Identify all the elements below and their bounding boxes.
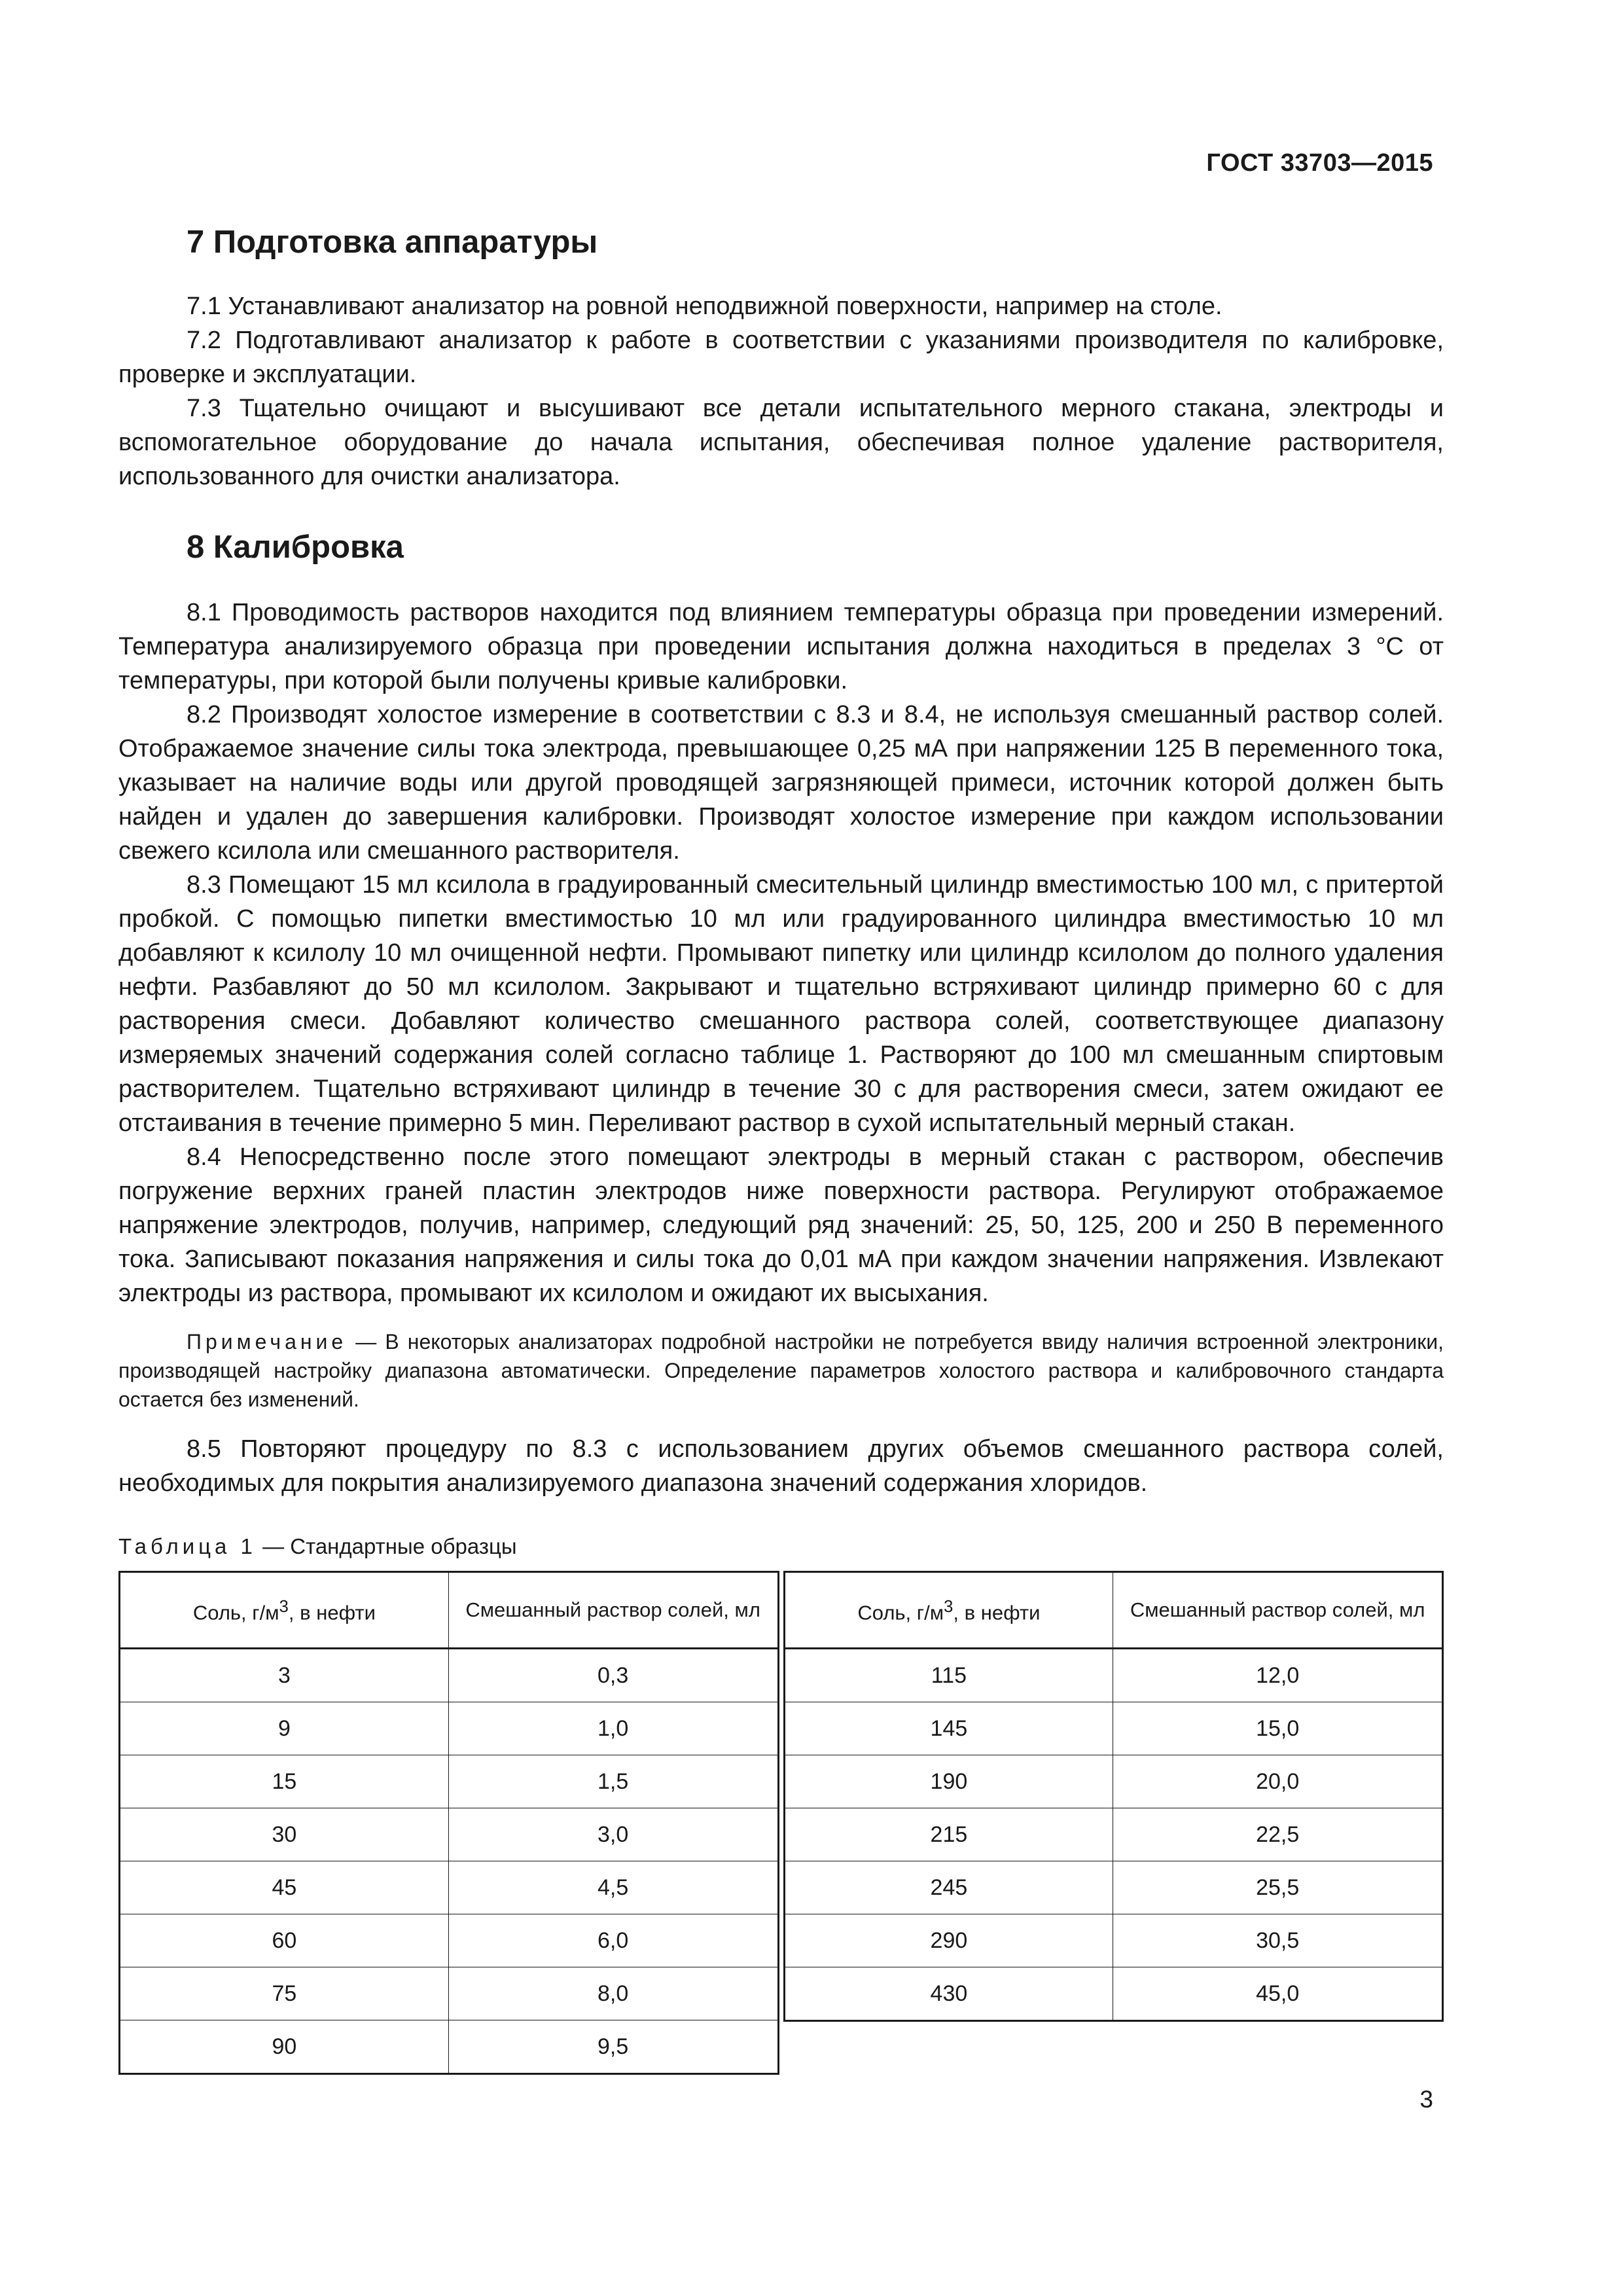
salt-cell: 30	[120, 1808, 449, 1861]
table-row	[120, 1808, 779, 1861]
page-number: 3	[1419, 2086, 1433, 2113]
table-row	[784, 1755, 1443, 1808]
solution-cell: 1,5	[448, 1755, 778, 1808]
solution-cell: 22,5	[1113, 1808, 1443, 1861]
col-salt-header: Соль, $г/м^3$, в нефти	[784, 1572, 1113, 1649]
solution-cell: 12,0	[1113, 1649, 1443, 1702]
section-8-body	[118, 596, 1444, 1310]
section-7-body	[118, 289, 1444, 493]
solution-cell: 0,3	[448, 1649, 778, 1702]
table-row	[784, 1967, 1443, 2021]
note	[118, 1327, 1444, 1414]
section-8-title: 8 Калибровка	[187, 529, 404, 565]
salt-cell: 3	[120, 1649, 449, 1702]
table-right	[783, 1571, 1444, 2022]
salt-cell: 45	[120, 1861, 449, 1914]
table-row	[120, 1702, 779, 1755]
table-row	[120, 1755, 779, 1808]
table-row	[784, 1702, 1443, 1755]
section-7-title: 7 Подготовка аппаратуры	[187, 224, 598, 260]
paragraph-7-3: 7.3 Тщательно очищают и высушивают все детали испытательного мерного стакана, электроды и вспомогательное оборудование до начала испытания, обеспечивая полное удаление растворителя, использованного для очистки анализатора.	[118, 395, 1444, 490]
page-content	[118, 216, 1444, 2075]
salt-cell: 75	[120, 1967, 449, 2020]
paragraph-8-4: 8.4 Непосредственно после этого помещают электроды в мерный стакан с раствором, обеспечив погружение верхних граней пластин электродов ниже поверхности раствора. Регулируют отображаемое напряжение электродов, получив, например, следующий ряд значений: 25, 50, 125, 200 и 250 В переменного тока. Записывают показания напряжения и силы тока до 0,01 мА при каждом значении напряжения. Извлекают электроды из раствора, промывают их ксилолом и ожидают их высыхания.	[118, 1143, 1444, 1307]
table-caption-text: — Стандартные образцы	[256, 1534, 517, 1558]
table-row	[120, 1649, 779, 1702]
solution-cell: 30,5	[1113, 1914, 1443, 1967]
salt-cell: 115	[784, 1649, 1113, 1702]
table-row	[120, 1967, 779, 2020]
paragraph-8-3: 8.3 Помещают 15 мл ксилола в градуированный смесительный цилиндр вместимостью 100 мл, с притертой пробкой. С помощью пипетки вместимостью 10 мл или градуированного цилиндра вместимостью 10 мл добавляют к ксилолу 10 мл очищенной нефти. Промывают пипетку или цилиндр ксилолом до полного удаления нефти. Разбавляют до 50 мл ксилолом. Закрывают и тщательно встряхивают цилиндр примерно 60 с для растворения смеси. Добавляют количество смешанного раствора солей, соответствующее диапазону измеряемых значений содержания солей согласно таблице 1. Растворяют до 100 мл смешанным спиртовым растворителем. Тщательно встряхивают цилиндр в течение 30 с для растворения смеси, затем ожидают ее отстаивания в течение примерно 5 мин. Переливают раствор в сухой испытательный мерный стакан.	[118, 871, 1444, 1137]
table-row	[784, 1914, 1443, 1967]
note-text: — В некоторых анализаторах подробной настройки не потребуется ввиду наличия встроенной электроники, производящей настройку диапазона автоматически. Определение параметров холостого раствора и калибровочного стандарта остается без изменений.	[118, 1330, 1444, 1411]
solution-cell: 45,0	[1113, 1967, 1443, 2021]
salt-cell: 90	[120, 2020, 449, 2074]
table-row	[784, 1861, 1443, 1914]
note-label: Примечание	[187, 1330, 348, 1354]
solution-cell: 4,5	[448, 1861, 778, 1914]
table-row	[120, 1861, 779, 1914]
salt-cell: 15	[120, 1755, 449, 1808]
paragraph-8-5: 8.5 Повторяют процедуру по 8.3 с использованием других объемов смешанного раствора солей, необходимых для покрытия анализируемого диапазона значений содержания хлоридов.	[118, 1435, 1444, 1497]
solution-cell: 15,0	[1113, 1702, 1443, 1755]
col-solution-header: Смешанный раствор солей, мл	[1113, 1572, 1443, 1649]
salt-cell: 190	[784, 1755, 1113, 1808]
salt-cell: 245	[784, 1861, 1113, 1914]
salt-cell: 430	[784, 1967, 1113, 2021]
document-code: ГОСТ 33703—2015	[1206, 149, 1433, 177]
table-caption-label: Таблица 1	[118, 1534, 257, 1558]
col-solution-header: Смешанный раствор солей, мл	[448, 1572, 778, 1649]
standard-samples-tables	[118, 1571, 1444, 2075]
solution-cell: 8,0	[448, 1967, 778, 2020]
salt-cell: 9	[120, 1702, 449, 1755]
solution-cell: 25,5	[1113, 1861, 1443, 1914]
salt-cell: 145	[784, 1702, 1113, 1755]
table-row	[784, 1649, 1443, 1702]
paragraph-7-2: 7.2 Подготавливают анализатор к работе в соответствии с указаниями производителя по калибровке, проверке и эксплуатации.	[118, 327, 1444, 388]
salt-cell: 60	[120, 1914, 449, 1967]
table-caption	[118, 1534, 1444, 1559]
solution-cell: 9,5	[448, 2020, 778, 2074]
solution-cell: 20,0	[1113, 1755, 1443, 1808]
salt-cell: 290	[784, 1914, 1113, 1967]
solution-cell: 1,0	[448, 1702, 778, 1755]
table-row	[784, 1808, 1443, 1861]
paragraph-7-1: 7.1 Устанавливают анализатор на ровной неподвижной поверхности, например на столе.	[187, 293, 1222, 320]
col-salt-header: Соль, $г/м^3$, в нефти	[120, 1572, 449, 1649]
paragraph-8-1: 8.1 Проводимость растворов находится под влиянием температуры образца при проведении измерений. Температура анализируемого образца при проведении испытания должна находиться в пределах 3 °С от температуры, при которой были получены кривые калибровки.	[118, 599, 1444, 694]
table-row	[120, 2020, 779, 2074]
table-left	[118, 1571, 779, 2075]
solution-cell: 3,0	[448, 1808, 778, 1861]
table-row	[120, 1914, 779, 1967]
paragraph-8-2: 8.2 Производят холостое измерение в соответствии с 8.3 и 8.4, не используя смешанный раствор солей. Отображаемое значение силы тока электрода, превышающее 0,25 мА при напряжении 125 В переменного тока, указывает на наличие воды или другой проводящей загрязняющей примеси, источник которой должен быть найден и удален до завершения калибровки. Производят холостое измерение при каждом использовании свежего ксилола или смешанного растворителя.	[118, 701, 1444, 865]
salt-cell: 215	[784, 1808, 1113, 1861]
solution-cell: 6,0	[448, 1914, 778, 1967]
